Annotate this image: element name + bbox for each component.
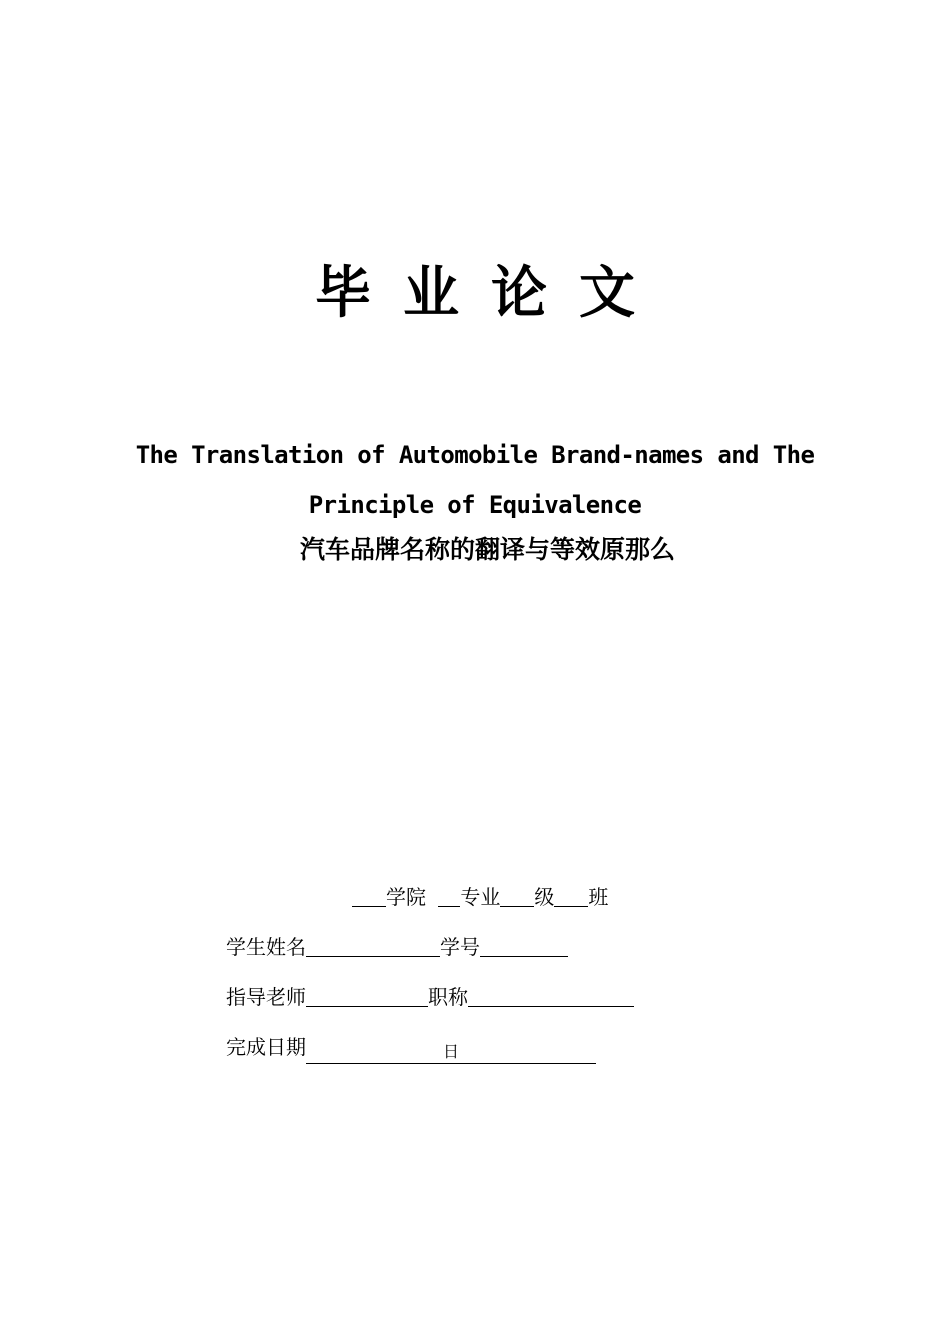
completion-date-row [226,1032,596,1064]
advisor-title-label: 职称 [428,985,468,1009]
grade-blank [500,884,534,907]
major-blank [438,884,460,907]
page-title: 毕业论文 [315,261,667,326]
class-label: 班 [588,885,609,909]
completion-date-label: 完成日期 [226,1035,306,1059]
student-name-label: 学生姓名 [226,935,306,959]
day-label: 日 [442,1042,459,1061]
student-name-blank [306,934,440,957]
department-row [352,882,608,912]
student-id-blank [480,934,568,957]
student-id-label: 学号 [440,935,480,959]
grade-label: 级 [534,885,555,909]
english-title-line-1: The Translation of Automobile Brand-names and The [135,441,815,469]
english-thesis-title [80,430,870,530]
chinese-thesis-title: 汽车品牌名称的翻译与等效原那么 [299,535,675,564]
student-row [226,932,568,962]
english-title-line-2: Principle of Equivalence [308,491,642,519]
college-blank [352,884,386,907]
advisor-title-blank [468,984,634,1007]
advisor-label: 指导老师 [226,985,306,1009]
advisor-row [226,982,634,1012]
class-blank [554,884,588,907]
completion-date-blank [306,1041,596,1064]
college-label: 学院 [386,885,426,909]
major-label: 专业 [460,885,501,909]
advisor-blank [306,984,428,1007]
